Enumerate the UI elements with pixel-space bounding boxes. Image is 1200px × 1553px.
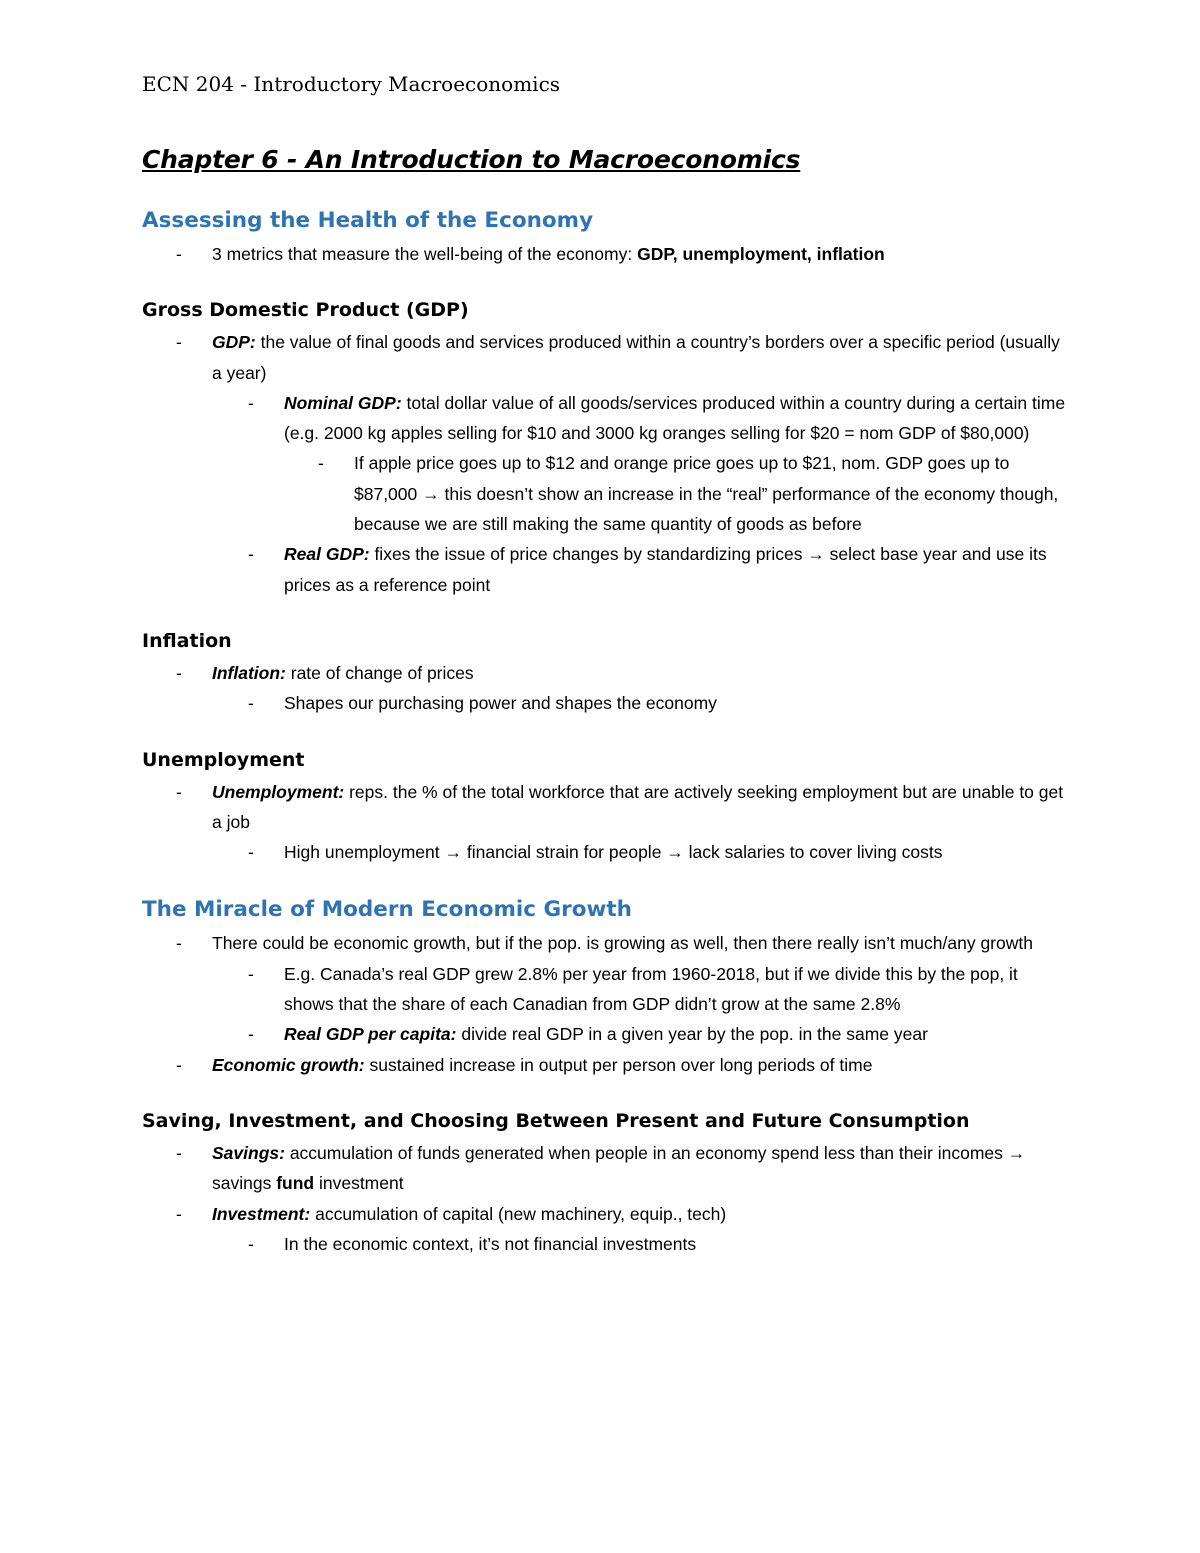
list-item: - Savings: accumulation of funds generated when people in an economy spend less than their incomes → savings fund investment [212, 1138, 1072, 1199]
bullet-list [142, 1138, 1072, 1259]
list-item: - Economic growth: sustained increase in output per person over long periods of time [212, 1050, 1072, 1080]
section-saving [142, 1110, 1072, 1259]
bullet-list [142, 777, 1072, 868]
list-item: - Nominal GDP: total dollar value of all goods/services produced within a country during a certain time (e.g. 2000 kg apples selling for $10 and 3000 kg oranges selling for $20 = nom GDP of $80,000) - If apple price goes up to $12 and orange price goes up to $21, nom. GDP goes up to $87,000 → this doesn’t show an increase in the “real” performance of the economy though, because we are still making the same quantity of goods as before [284, 388, 1072, 539]
bullet-list [142, 658, 1072, 719]
list-item: - If apple price goes up to $12 and orange price goes up to $21, nom. GDP goes up to $87,000 → this doesn’t show an increase in the “real” performance of the economy though, because we are still making the same quantity of goods as before [354, 448, 1072, 539]
section-gdp [142, 299, 1072, 600]
bullet-list [142, 327, 1072, 600]
document-body [142, 145, 1072, 1289]
running-header: ECN 204 - Introductory Macroeconomics [142, 72, 561, 96]
section-growth [142, 897, 1072, 1079]
bullet-list [142, 239, 1072, 269]
chapter-title: Chapter 6 - An Introduction to Macroeconomics [142, 145, 801, 174]
list-item: - Shapes our purchasing power and shapes the economy [284, 688, 1072, 718]
list-item: - High unemployment → financial strain for people → lack salaries to cover living costs [284, 837, 1072, 867]
section-unemployment [142, 749, 1072, 868]
section-heading: Unemployment [142, 748, 305, 771]
list-item: - Inflation: rate of change of prices - Shapes our purchasing power and shapes the economy [212, 658, 1072, 719]
list-item: - GDP: the value of final goods and services produced within a country’s borders over a specific period (usually a year) - Nominal GDP: total dollar value of all goods/services produced within a country during a certain time (e.g. 2000 kg apples selling for $10 and 3000 kg oranges selling for $20 = nom GDP of $80,000) - If apple price goes up to $12 and orange price goes up to $21, nom. GDP goes up to $87,000 → this doesn’t show an increase in the “real” performance of the economy though, because we are still making the same quantity of goods as before - Real GDP: fixes the issue of price changes by standardizing prices → select base year and use its prices as a reference point [212, 327, 1072, 600]
list-item: - Investment: accumulation of capital (new machinery, equip., tech) - In the economic context, it’s not financial investments [212, 1199, 1072, 1260]
section-heading: Assessing the Health of the Economy [142, 208, 594, 233]
section-heading: Gross Domestic Product (GDP) [142, 299, 469, 322]
list-item: - Real GDP: fixes the issue of price changes by standardizing prices → select base year and use its prices as a reference point [284, 539, 1072, 600]
list-item: - Real GDP per capita: divide real GDP in a given year by the pop. in the same year [284, 1019, 1072, 1049]
section-health [142, 208, 1072, 269]
section-heading: The Miracle of Modern Economic Growth [142, 897, 632, 923]
list-item: - There could be economic growth, but if the pop. is growing as well, then there really isn’t much/any growth - E.g. Canada’s real GDP grew 2.8% per year from 1960-2018, but if we divide this by the pop, it shows that the share of each Canadian from GDP didn’t grow at the same 2.8% - Real GDP per capita: divide real GDP in a given year by the pop. in the same year [212, 928, 1072, 1049]
list-item: - 3 metrics that measure the well-being of the economy: GDP, unemployment, inflation [212, 239, 1072, 269]
list-item: - In the economic context, it’s not financial investments [284, 1229, 1072, 1259]
section-heading: Inflation [142, 629, 232, 652]
list-item: - E.g. Canada’s real GDP grew 2.8% per year from 1960-2018, but if we divide this by the pop, it shows that the share of each Canadian from GDP didn’t grow at the same 2.8% [284, 959, 1072, 1020]
list-item: - Unemployment: reps. the % of the total workforce that are actively seeking employment but are unable to get a job - High unemployment → financial strain for people → lack salaries to cover living costs [212, 777, 1072, 868]
section-heading: Saving, Investment, and Choosing Between Present and Future Consumption [142, 1109, 970, 1132]
section-inflation [142, 630, 1072, 719]
bullet-list [142, 928, 1072, 1079]
